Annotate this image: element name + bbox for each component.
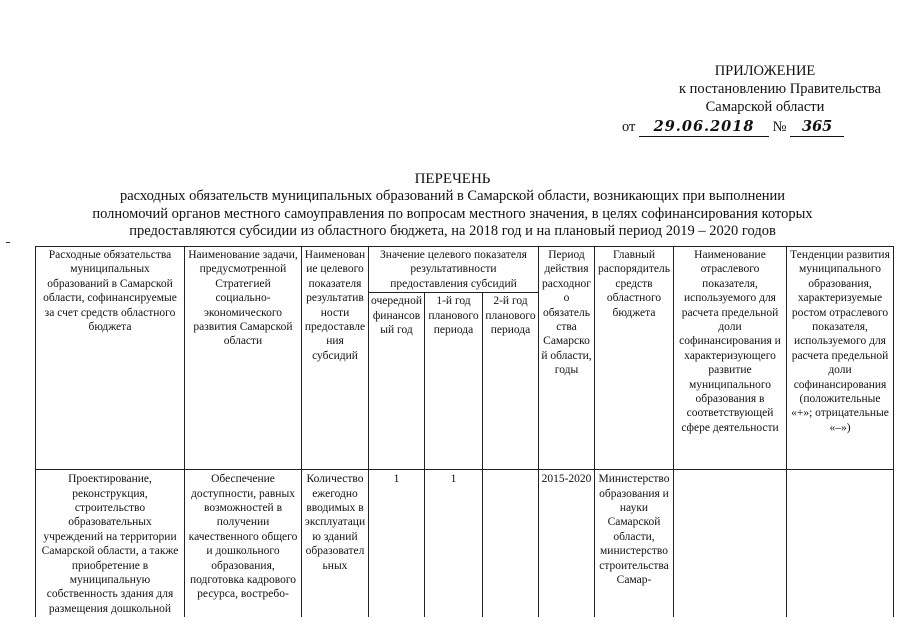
cell-indicator-name: Количество ежегодно вводимых в эксплуатацию зданий образовательных: [302, 470, 369, 618]
cell-current-year: 1: [369, 470, 425, 618]
header-obligations: Расходные обязательства муниципальных образований в Самарской области, софинансируемые за счет средств областного бюджета: [36, 247, 185, 470]
handwritten-number: 365: [790, 118, 844, 137]
handwritten-date: 29.06.2018: [639, 118, 769, 137]
header-strategy-task: Наименование задачи, предусмотренной Стратегией социально-экономического развития Самарской области: [185, 247, 302, 470]
table-header-row: [36, 247, 894, 293]
cell-sector-indicator: [674, 470, 787, 618]
document-title: ПЕРЕЧЕНЬ: [414, 171, 491, 187]
cell-plan-year-1: 1: [425, 470, 483, 618]
cell-obligation: Проектирование, реконструкция, строительство образовательных учреждений на территории Самарской области, а также приобретение в муниципальную собственность здания для размещения дошкольной: [36, 470, 185, 618]
obligations-table: [35, 246, 894, 617]
header-plan-year-2: 2-й год планового периода: [483, 293, 539, 470]
header-current-year: очередной финансовый год: [369, 293, 425, 470]
header-indicator-value-group: Значение целевого показателя результативности предоставления субсидий: [369, 247, 539, 293]
header-plan-year-1: 1-й год планового периода: [425, 293, 483, 470]
appendix-signature-line: [600, 118, 900, 137]
cell-period: 2015-2020: [539, 470, 595, 618]
table-row: [36, 470, 894, 618]
subtitle-line-1: расходных обязательств муниципальных образований в Самарской области, возникающих при выполнении: [119, 188, 786, 204]
appendix-line-2: Самарской области: [705, 99, 825, 115]
subtitle-line-3: предоставляются субсидии из областного бюджета, на 2018 год и на плановый период 2019 – 2020 годов: [129, 223, 776, 239]
cell-trends: [787, 470, 894, 618]
appendix-title: ПРИЛОЖЕНИЕ: [714, 63, 816, 79]
header-sector-indicator: Наименование отраслевого показателя, используемого для расчета предельной доли софинансирования и характеризующего развитие муниципального образования в соответствующей сфере деятельности: [674, 247, 787, 470]
cell-plan-year-2: [483, 470, 539, 618]
header-chief-manager: Главный распорядитель средств областного бюджета: [595, 247, 674, 470]
header-indicator-name: Наименование целевого показателя результативности предоставления субсидий: [302, 247, 369, 470]
stray-mark: [6, 242, 10, 243]
subtitle-line-2: полномочий органов местного самоуправления по вопросам местного значения, в целях софинансирования которых: [92, 205, 813, 222]
appendix-block: [600, 62, 900, 137]
cell-strategy-task: Обеспечение доступности, равных возможностей в получении качественного общего и дошкольного образования, подготовка кадрового ресурса, востребо-: [185, 470, 302, 618]
number-prefix: №: [772, 119, 787, 135]
appendix-line-1: к постановлению Правительства: [679, 81, 881, 97]
date-prefix: от: [622, 119, 636, 135]
cell-chief-manager: Министерство образования и науки Самарской области, министерство строительства Самар-: [595, 470, 674, 618]
header-period: Период действия расходного обязательства Самарской области, годы: [539, 247, 595, 470]
document-subtitle: [20, 188, 885, 241]
header-trends: Тенденции развития муниципального образования, характеризуемые ростом отраслевого показателя, используемого для расчета предельной доли софинансирования (положительные «+»; отрицательные «–»): [787, 247, 894, 470]
